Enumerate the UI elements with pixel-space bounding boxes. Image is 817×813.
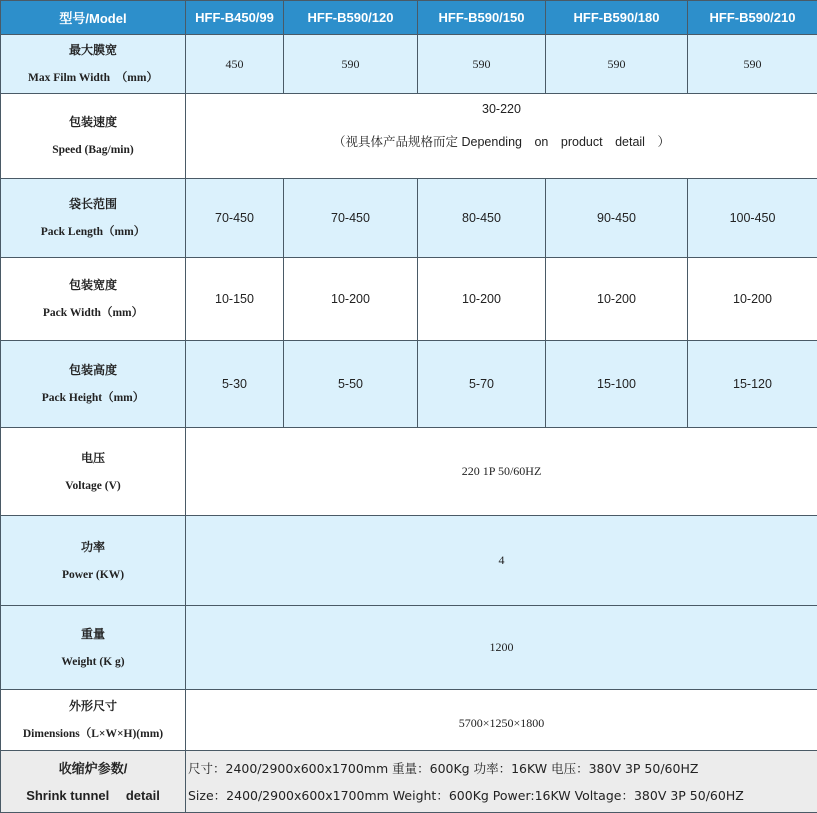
- dimensions-label: 外形尺寸 Dimensions（L×W×H)(mm): [1, 690, 186, 751]
- voltage-row: [1, 428, 817, 516]
- pack-width-value-1: 10-150: [186, 258, 284, 341]
- power-row: [1, 516, 817, 606]
- pack-height-value-3: 5-70: [418, 341, 546, 428]
- weight-row: [1, 606, 817, 690]
- shrink-label-en: Shrink tunnel detail: [3, 782, 183, 809]
- speed-note: （视具体产品规格而定 Depending on product detail ）: [188, 132, 815, 150]
- film-width-row: [1, 35, 817, 94]
- pack-width-value-5: 10-200: [688, 258, 817, 341]
- pack-height-value-5: 15-120: [688, 341, 817, 428]
- dimensions-row: [1, 690, 817, 751]
- model-header-3: HFF-B590/150: [418, 1, 546, 35]
- weight-label: 重量 Weight (K g): [1, 606, 186, 690]
- film-width-value-3: 590: [418, 35, 546, 94]
- pack-length-row: [1, 179, 817, 258]
- pack-length-value-3: 80-450: [418, 179, 546, 258]
- dimensions-value: 5700×1250×1800: [188, 716, 815, 731]
- speed-label: 包装速度 Speed (Bag/min): [1, 94, 186, 179]
- pack-width-label: 包装宽度 Pack Width（mm）: [1, 258, 186, 341]
- shrink-label-cn: 收缩炉参数/: [3, 755, 183, 782]
- pack-length-value-4: 90-450: [546, 179, 688, 258]
- voltage-value: 220 1P 50/60HZ: [186, 428, 817, 516]
- speed-value: 30-220: [482, 102, 521, 116]
- power-label: 功率 Power (KW): [1, 516, 186, 606]
- pack-length-value-1: 70-450: [186, 179, 284, 258]
- model-header-2: HFF-B590/120: [284, 1, 418, 35]
- shrink-row: [1, 751, 817, 813]
- dimensions-value-cell: [186, 690, 817, 751]
- model-header: 型号/Model: [1, 1, 186, 35]
- film-width-value-2: 590: [284, 35, 418, 94]
- pack-height-label: 包装高度 Pack Height（mm）: [1, 341, 186, 428]
- header-row: [1, 1, 817, 35]
- speed-row: [1, 94, 817, 179]
- shrink-line-cn: 尺寸：2400/2900x600x1700mm 重量：600Kg 功率：16KW 电压：380V 3P 50/60HZ: [188, 755, 815, 782]
- model-header-5: HFF-B590/210: [688, 1, 817, 35]
- pack-width-row: [1, 258, 817, 341]
- model-header-1: HFF-B450/99: [186, 1, 284, 35]
- pack-length-value-2: 70-450: [284, 179, 418, 258]
- film-width-value-5: 590: [688, 35, 817, 94]
- pack-length-label: 袋长范围 Pack Length（mm）: [1, 179, 186, 258]
- film-width-value-4: 590: [546, 35, 688, 94]
- pack-width-value-4: 10-200: [546, 258, 688, 341]
- film-width-value-1: 450: [186, 35, 284, 94]
- shrink-label: [1, 751, 186, 813]
- pack-height-row: [1, 341, 817, 428]
- speed-value-cell: [186, 94, 817, 179]
- shrink-line-en: Size：2400/2900x600x1700mm Weight：600Kg Power:16KW Voltage：380V 3P 50/60HZ: [188, 782, 815, 809]
- film-width-label: 最大膜宽 Max Film Width （mm）: [1, 35, 186, 94]
- pack-height-value-4: 15-100: [546, 341, 688, 428]
- pack-width-value-3: 10-200: [418, 258, 546, 341]
- pack-height-value-1: 5-30: [186, 341, 284, 428]
- weight-value: 1200: [186, 606, 817, 690]
- pack-height-value-2: 5-50: [284, 341, 418, 428]
- shrink-value: [186, 751, 817, 813]
- model-header-4: HFF-B590/180: [546, 1, 688, 35]
- pack-width-value-2: 10-200: [284, 258, 418, 341]
- power-value: 4: [186, 516, 817, 606]
- voltage-label: 电压 Voltage (V): [1, 428, 186, 516]
- pack-length-value-5: 100-450: [688, 179, 817, 258]
